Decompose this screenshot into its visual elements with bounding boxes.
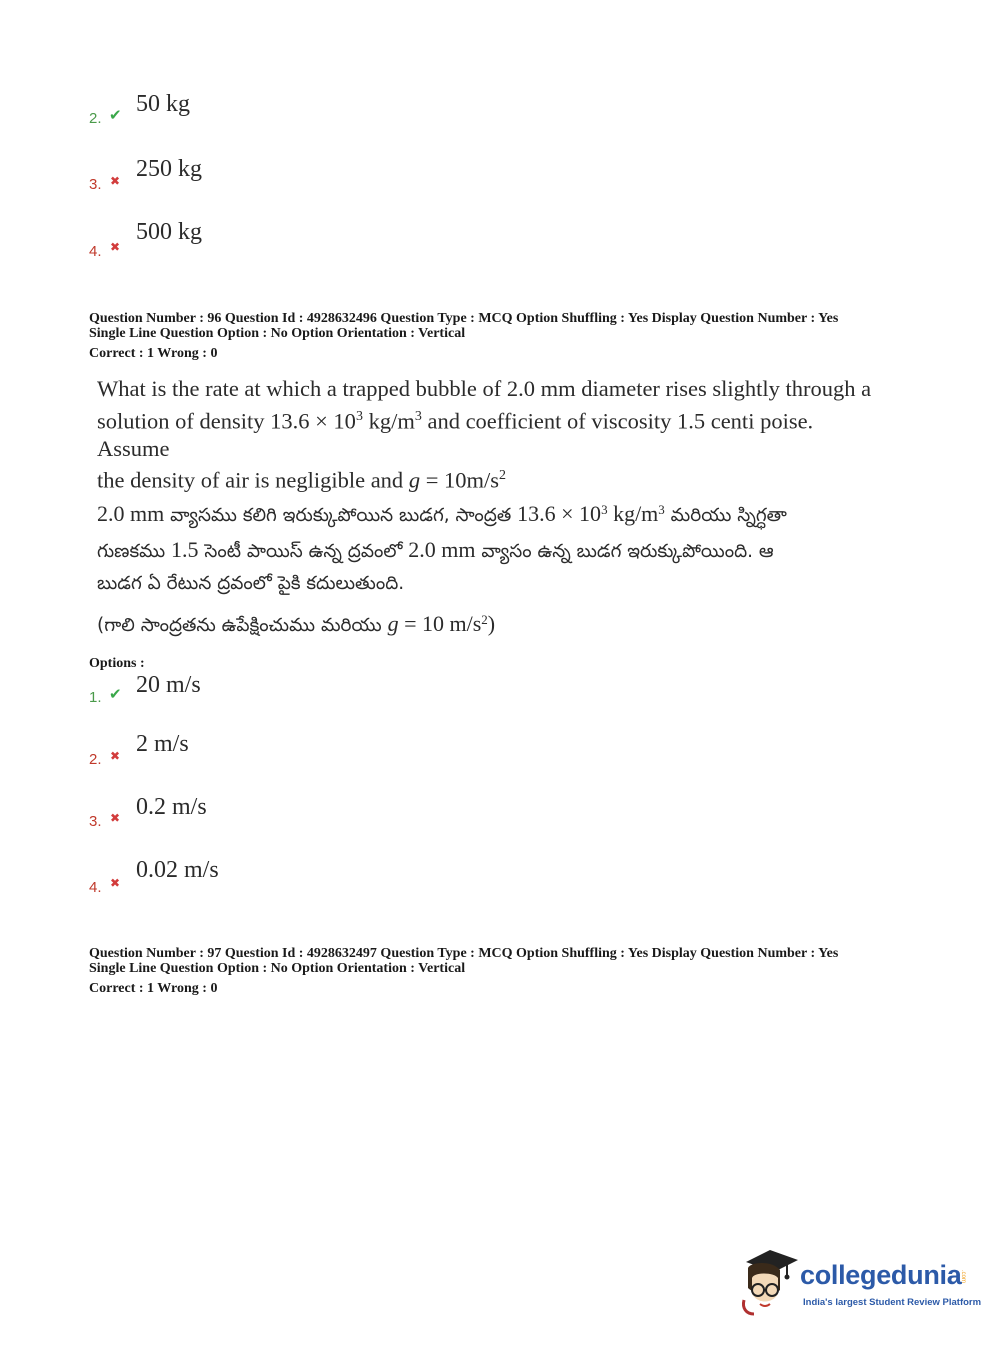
option-text: 20 m/s [136,672,201,698]
meta-line: Single Line Question Option : No Option Orientation : Vertical [89,961,466,976]
option-number: 4. [89,243,102,260]
cross-icon: ✖ [110,749,121,763]
telugu-line: (గాలి సాంద్రతను ఉపేక్షించుము మరియు g = 10 $m/s^2$) [97,611,496,636]
telugu-line: 2.0 mm వ్యాసము కలిగి ఇరుక్కుపోయిన బుడగ, సాంద్రత $13.6 \times 10^3$ $kg/m^3$ మరియు స్నిగ్ధతా [97,501,787,526]
logo-com: .com [960,1270,966,1284]
option-text: 50 kg [136,91,190,117]
question-line: the density of air is negligible and $g = 10m/s^2$ [97,467,507,493]
meta-line: Single Line Question Option : No Option Orientation : Vertical [89,326,466,341]
logo-wordmark: collegedunia [800,1260,962,1290]
meta-line: Question Number : 97 Question Id : 4928632497 Question Type : MCQ Option Shuffling : Yes Display Question Number : Yes [89,946,839,961]
option-text: 0.2 m/s [136,794,207,820]
option-number: 3. [89,813,102,830]
option-text: 250 kg [136,156,202,182]
option-number: 2. [89,110,102,127]
option-number: 2. [89,751,102,768]
question-line: What is the rate at which a trapped bubble of 2.0 mm diameter rises slightly through a [97,376,872,401]
option-text: 2 m/s [136,731,189,757]
check-icon: ✔ [109,106,122,124]
cross-icon: ✖ [110,876,121,890]
mascot-icon [740,1248,802,1318]
question-line: solution of density $13.6 \times 10^3$ $kg/m^3$ and coefficient of viscosity 1.5 centi poise. Assume [97,408,814,461]
meta-line: Correct : 1 Wrong : 0 [89,981,218,996]
question-text-english [97,375,887,494]
collegedunia-logo [740,1248,982,1318]
meta-line: Correct : 1 Wrong : 0 [89,346,218,361]
check-icon: ✔ [109,685,122,703]
cross-icon: ✖ [110,240,121,254]
option-number: 3. [89,176,102,193]
telugu-line: బుడగ ఏ రేటున ద్రవంలో పైకి కదులుతుంది. [97,573,405,594]
telugu-line: గుణకము 1.5 సెంటీ పాయిస్ ఉన్న ద్రవంలో 2.0 mm వ్యాసం ఉన్న బుడగ ఇరుక్కుపోయింది. ఆ [97,537,774,562]
option-number: 1. [89,689,102,706]
options-label: Options : [89,656,145,671]
meta-line: Question Number : 96 Question Id : 4928632496 Question Type : MCQ Option Shuffling : Yes Display Question Number : Yes [89,311,839,326]
option-text: 0.02 m/s [136,857,219,883]
cross-icon: ✖ [110,811,121,825]
cross-icon: ✖ [110,174,121,188]
option-number: 4. [89,879,102,896]
logo-tagline: India's largest Student Review Platform [803,1297,982,1308]
option-text: 500 kg [136,219,202,245]
